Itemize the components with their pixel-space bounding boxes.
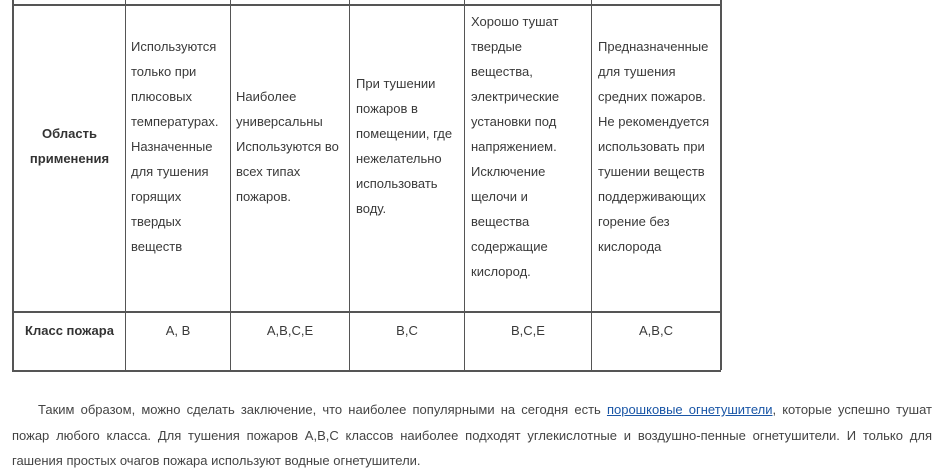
cell-area-water: Используются только при плюсовых температурах. Назначенные для тушения горящих твердых веществ xyxy=(131,39,219,254)
column-divider xyxy=(349,0,350,370)
conclusion-paragraph xyxy=(12,397,932,474)
column-divider xyxy=(464,0,465,370)
column-divider xyxy=(230,0,231,370)
row-header-application-area: Область применения xyxy=(29,126,110,166)
row-header-fire-class: Класс пожара xyxy=(25,323,114,338)
column-divider xyxy=(591,0,592,370)
column-divider xyxy=(125,0,126,370)
cell-area-air-foam: Предназначенные для тушения средних пожаров. Не рекомендуется использовать при тушении веществ поддерживающих горение без кислорода xyxy=(598,39,710,254)
cell-class-water: А, В xyxy=(165,323,191,338)
cell-area-powder: Наиболее универсальны Используются во всех типах пожаров. xyxy=(236,89,339,204)
row-divider xyxy=(14,311,721,313)
cell-area-co2: Хорошо тушат твердые вещества, электрические установки под напряжением. Исключение щелочи и вещества содержащие кислород. xyxy=(471,14,560,279)
comparison-table xyxy=(12,0,721,372)
paragraph-text-after: , которые успешно тушат пожар любого класса. Для тушения пожаров А,В,С классов наиболее подходят углекислотные и воздушно-пенные огнетушители. И только для гашения простых очагов пожара используют водные огнетушители. xyxy=(12,402,932,468)
row-divider-top xyxy=(14,4,721,6)
table-right-border xyxy=(720,0,722,370)
cell-class-air-foam: А,В,С xyxy=(639,323,673,338)
cell-class-powder: А,В,С,Е xyxy=(266,323,314,338)
cell-class-foam: В,С xyxy=(396,323,418,338)
paragraph-text-before: Таким образом, можно сделать заключение, что наиболее популярными на сегодня есть xyxy=(38,402,607,417)
cell-class-co2: В,С,Е xyxy=(511,323,545,338)
powder-extinguishers-link[interactable]: порошковые огнетушители xyxy=(606,402,773,417)
cell-area-foam: При тушении пожаров в помещении, где нежелательно использовать воду. xyxy=(356,76,453,216)
